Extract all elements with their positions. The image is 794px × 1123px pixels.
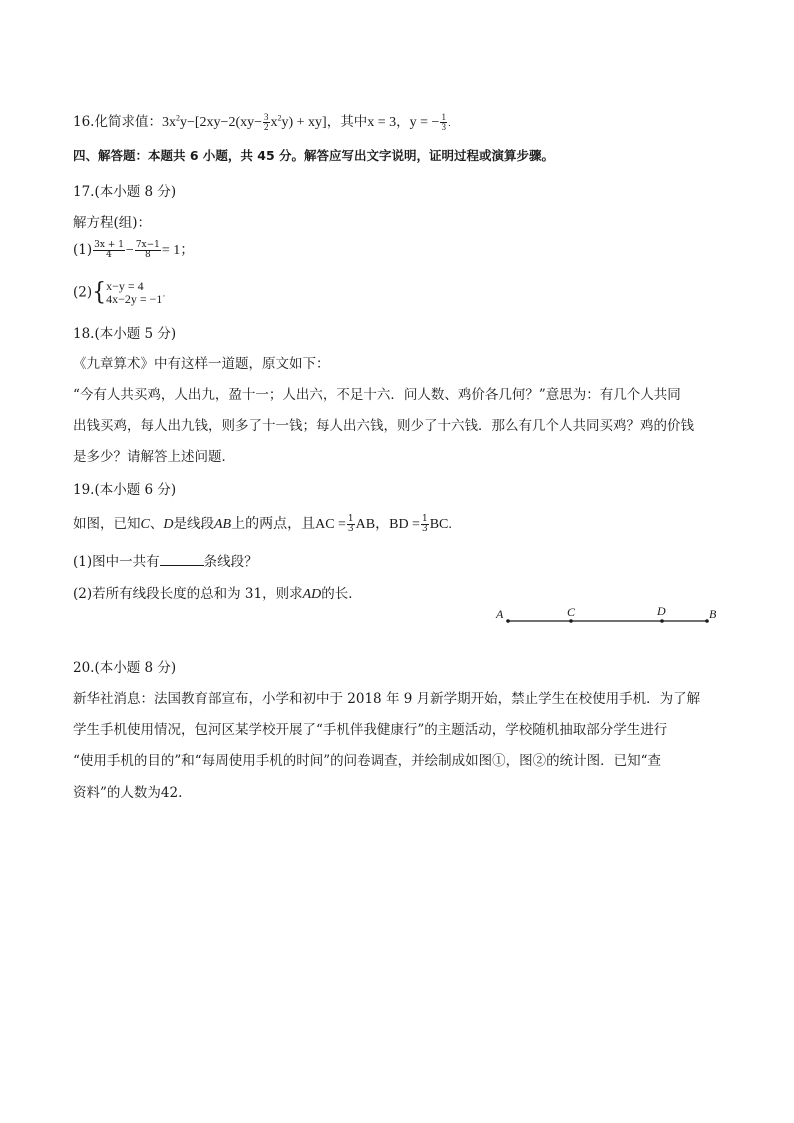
q16-fraction: $\frac{3}{2}$ [264,112,269,133]
q20-line-3: “使用手机的目的”和“每周使用手机的时间”的问卷调查，并绘制成如图①，图②的统计图．已知“查 [73,753,662,769]
q17-part1: (1) $\frac{3x + 1}{4}$ − $\frac{7x-1}{8}$ = 1； [73,240,195,260]
section-4-heading: 四、解答题：本题共 6 小题，共 45 分。解答应写出文字说明，证明过程或演算步骤。 [73,148,555,163]
q19-statement: 如图，已知C、D是线段AB上的两点，且AC = $\frac{1}{3}$ AB，BD = $\frac{1}{3}$ BC. [73,514,452,534]
q19-part1: (1)图中一共有 条线段？ [73,554,258,570]
q18-line-4: 是多少？请解答上述问题． [73,449,235,465]
label-a: A [496,607,504,621]
q20-line-1: 新华社消息：法国教育部宣布，小学和初中于 2018 年 9 月新学期开始，禁止学生在校使用手机．为了解 [73,691,701,707]
q16-prefix: 16.化简求值： [73,114,162,130]
q16-x-value: x = 3 [367,115,397,130]
q17-intro: 解方程(组)： [73,215,152,231]
q16-y-value: y = − $\frac{1}{3}$ [409,112,446,133]
q20-line-4: 资料”的人数为42. [73,785,183,801]
q16-expression: $3x^2y-[2xy-2(xy-$ $\frac{3}{2}$ $x^2y) + xy$] [161,112,327,133]
q20-header: 20.(本小题 8 分) [73,660,177,676]
label-c: C [567,605,576,619]
q18-line-1: 《九章算术》中有这样一道题，原文如下： [73,356,330,372]
point-d [660,619,664,623]
system-brace: { [92,278,107,307]
answer-blank [160,553,204,566]
segment-figure [494,602,724,632]
label-d: D [657,604,666,618]
q19-part2: (2)若所有线段长度的总和为 31，则求AD的长． [73,586,362,602]
q20-line-2: 学生手机使用情况，包河区某学校开展了“手机伴我健康行”的主题活动，学校随机抽取部分学生进行 [73,722,668,738]
q17-fraction-2: $\frac{7x-1}{8}$ [135,240,160,260]
q18-line-3: 出钱买鸡，每人出九钱，则多了十一钱；每人出六钱，则少了十六钱．那么有几个人共同买鸡？鸡的价钱 [73,418,694,434]
point-c [569,619,573,623]
q17-part2: (2){ x−y = 4 4x−2y = −1 . [73,278,166,307]
q18-header: 18.(本小题 5 分) [73,326,177,342]
label-b: B [709,607,717,621]
q18-line-2: “今有人共买鸡，人出九，盈十一；人出六，不足十六．问人数、鸡价各几何？”意思为：有几个人共同 [73,387,681,403]
q17-header: 17.(本小题 8 分) [73,184,177,200]
question-16: 16.化简求值：$3x^2y-[2xy-2(xy-$ $\frac{3}{2}$ $x^2y) + xy$]，其中x = 3，y = − $\frac{1}{3}$ . [73,112,451,133]
q19-header: 19.(本小题 6 分) [73,482,177,498]
point-a [506,619,510,623]
q17-fraction-1: $\frac{3x + 1}{4}$ [94,240,124,260]
equation-system: x−y = 4 4x−2y = −1 [106,279,163,306]
